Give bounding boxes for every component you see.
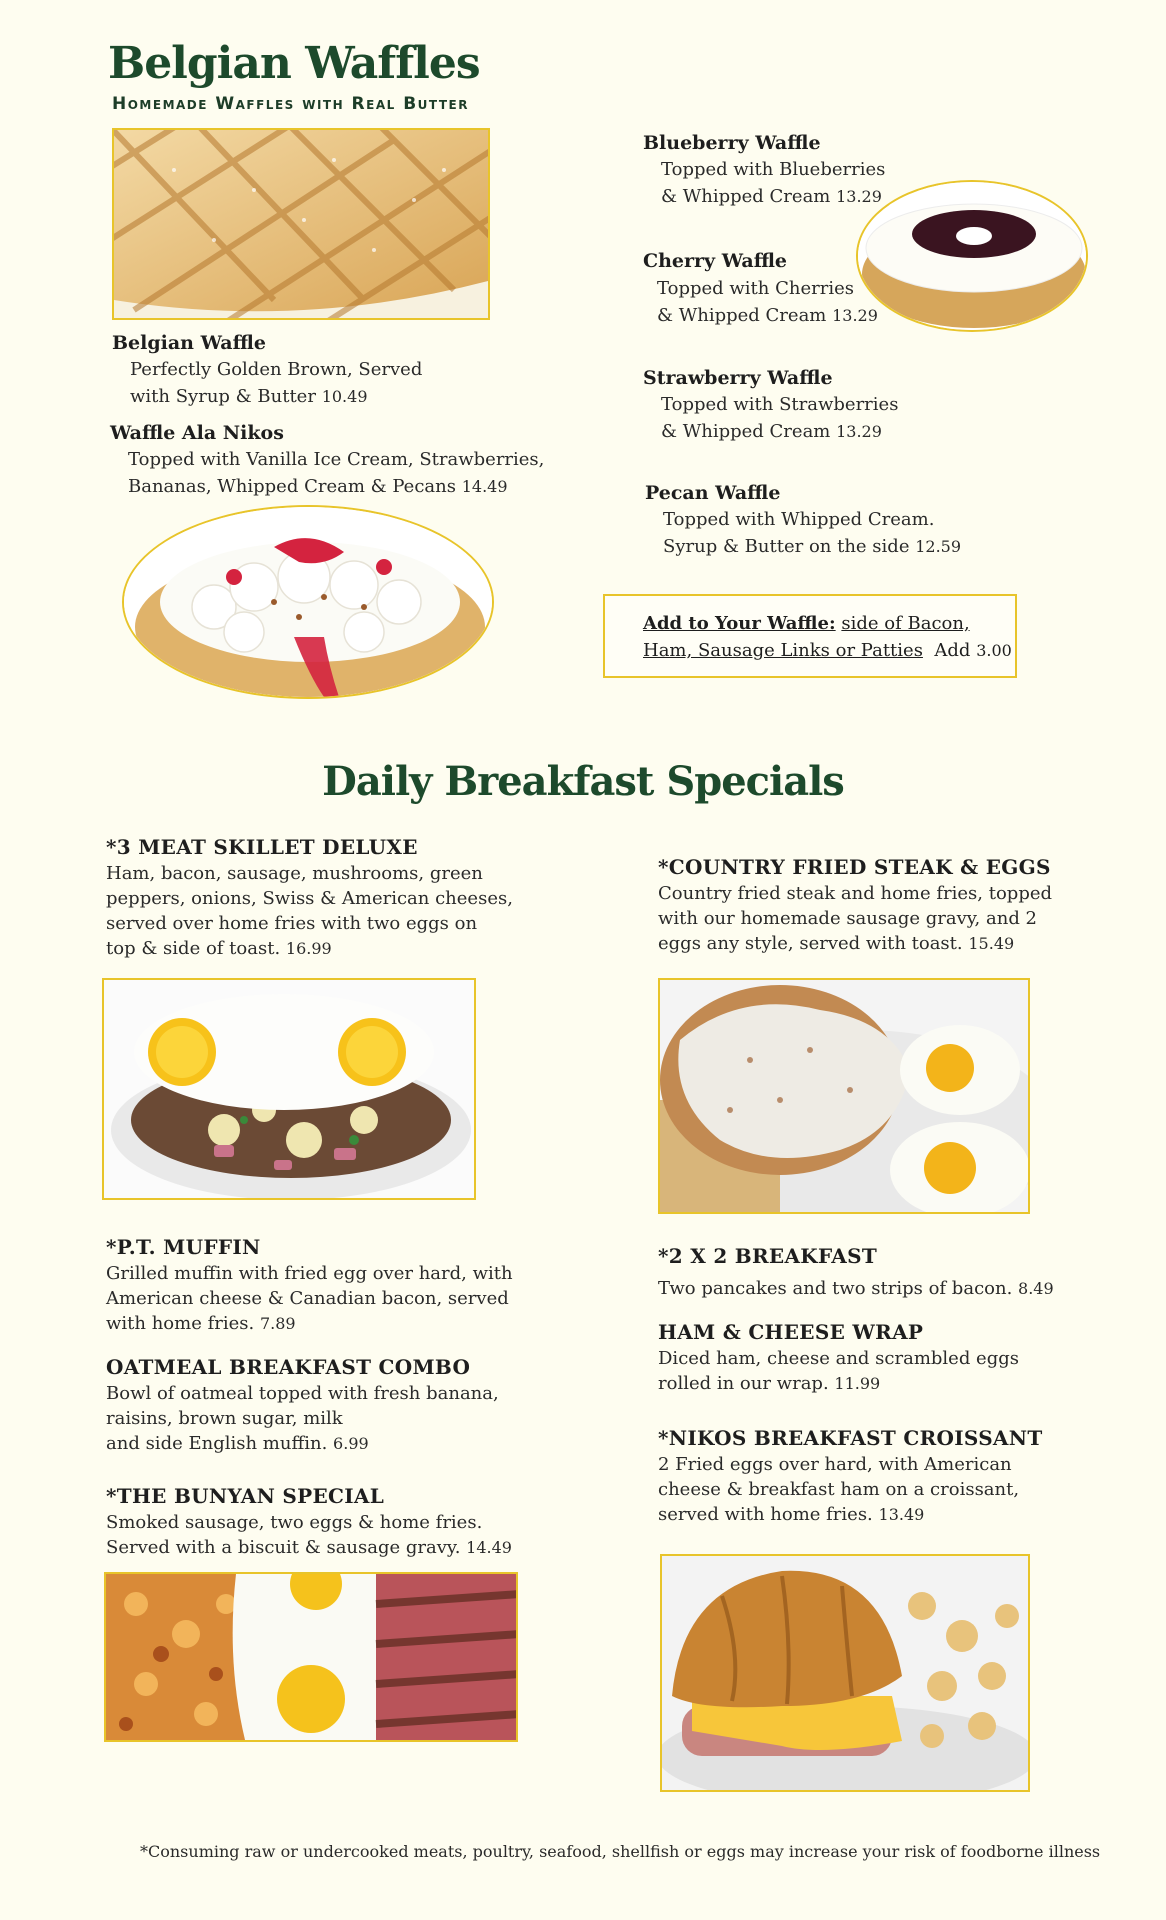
pt-muffin-desc: Grilled muffin with fried egg over hard, with American cheese & Canadian bacon, served with home fries. 7.89 [106, 1263, 513, 1334]
two-by-two-name: *2 X 2 BREAKFAST [658, 1244, 878, 1268]
price: 7.89 [259, 1314, 296, 1333]
strawberry-waffle-name: Strawberry Waffle [643, 367, 833, 389]
blueberry-waffle-photo [856, 180, 1088, 332]
pecan-waffle-name: Pecan Waffle [645, 482, 781, 504]
pecan-waffle-desc: Topped with Whipped Cream. Syrup & Butter on the side 12.59 [663, 509, 962, 557]
addon-price: 3.00 [976, 641, 1012, 660]
ham-cheese-wrap-desc: Diced ham, cheese and scrambled eggs rolled in our wrap. 11.99 [658, 1348, 1019, 1394]
waffle-ala-nikos-name: Waffle Ala Nikos [110, 422, 284, 444]
belgian-waffle-desc: Perfectly Golden Brown, Served with Syrup & Butter 10.49 [130, 359, 423, 407]
bunyan-special-photo [104, 1572, 518, 1742]
price: 14.49 [461, 477, 508, 496]
nikos-croissant-desc: 2 Fried eggs over hard, with American cheese & breakfast ham on a croissant, served with home fries. 13.49 [658, 1454, 1020, 1525]
bunyan-special-name: *THE BUNYAN SPECIAL [106, 1484, 385, 1508]
waffle-addon-box: Add to Your Waffle: side of Bacon, Ham, Sausage Links or Patties Add 3.00 [603, 594, 1017, 678]
waffles-subtitle: Homemade Waffles with Real Butter [112, 94, 469, 114]
strawberry-waffle-desc: Topped with Strawberries & Whipped Cream 13.29 [661, 394, 899, 442]
oatmeal-combo-name: OATMEAL BREAKFAST COMBO [106, 1355, 471, 1379]
country-fried-steak-name: *COUNTRY FRIED STEAK & EGGS [658, 855, 1051, 879]
specials-title: Daily Breakfast Specials [322, 758, 844, 805]
price: 12.59 [915, 537, 962, 556]
meat-skillet-name: *3 MEAT SKILLET DELUXE [106, 835, 418, 859]
meat-skillet-desc: Ham, bacon, sausage, mushrooms, green peppers, onions, Swiss & American cheeses, served over home fries with two eggs on top & side of toast. 16.99 [106, 863, 513, 959]
price: 13.29 [836, 187, 882, 206]
nikos-croissant-name: *NIKOS BREAKFAST CROISSANT [658, 1426, 1043, 1450]
cherry-waffle-desc: Topped with Cherries & Whipped Cream 13.29 [657, 278, 878, 326]
country-fried-steak-desc: Country fried steak and home fries, topped with our homemade sausage gravy, and 2 eggs any style, served with toast. 15.49 [658, 883, 1053, 954]
price: 10.49 [321, 387, 368, 406]
price: 13.49 [878, 1505, 925, 1524]
price: 14.49 [466, 1538, 512, 1557]
cherry-waffle-name: Cherry Waffle [643, 250, 788, 272]
blueberry-waffle-desc: Topped with Blueberries & Whipped Cream 13.29 [661, 159, 886, 207]
waffle-ala-nikos-photo [122, 505, 494, 699]
waffle-ala-nikos-desc: Topped with Vanilla Ice Cream, Strawberries, Bananas, Whipped Cream & Pecans 14.49 [128, 449, 545, 497]
waffles-title: Belgian Waffles [108, 38, 480, 89]
price: 13.29 [836, 422, 882, 441]
nikos-croissant-photo [660, 1554, 1030, 1792]
addon-label: Add to Your Waffle: [643, 613, 836, 634]
price: 16.99 [285, 939, 332, 958]
price: 8.49 [1018, 1279, 1054, 1298]
price: 13.29 [832, 306, 878, 325]
meat-skillet-photo [102, 978, 476, 1200]
ham-cheese-wrap-name: HAM & CHEESE WRAP [658, 1320, 924, 1344]
belgian-waffle-name: Belgian Waffle [112, 332, 266, 354]
pt-muffin-name: *P.T. MUFFIN [106, 1235, 261, 1259]
price: 11.99 [834, 1374, 881, 1393]
belgian-waffle-photo [112, 128, 490, 320]
country-fried-steak-photo [658, 978, 1030, 1214]
two-by-two-desc: Two pancakes and two strips of bacon. 8.49 [658, 1278, 1054, 1299]
oatmeal-combo-desc: Bowl of oatmeal topped with fresh banana, raisins, brown sugar, milk and side English muffin. 6.99 [106, 1383, 499, 1454]
price: 6.99 [333, 1434, 369, 1453]
foodborne-disclaimer: *Consuming raw or undercooked meats, poultry, seafood, shellfish or eggs may increase your risk of foodborne illness [140, 1842, 1101, 1861]
bunyan-special-desc: Smoked sausage, two eggs & home fries. Served with a biscuit & sausage gravy. 14.49 [106, 1512, 512, 1558]
blueberry-waffle-name: Blueberry Waffle [643, 132, 821, 154]
price: 15.49 [968, 934, 1015, 953]
